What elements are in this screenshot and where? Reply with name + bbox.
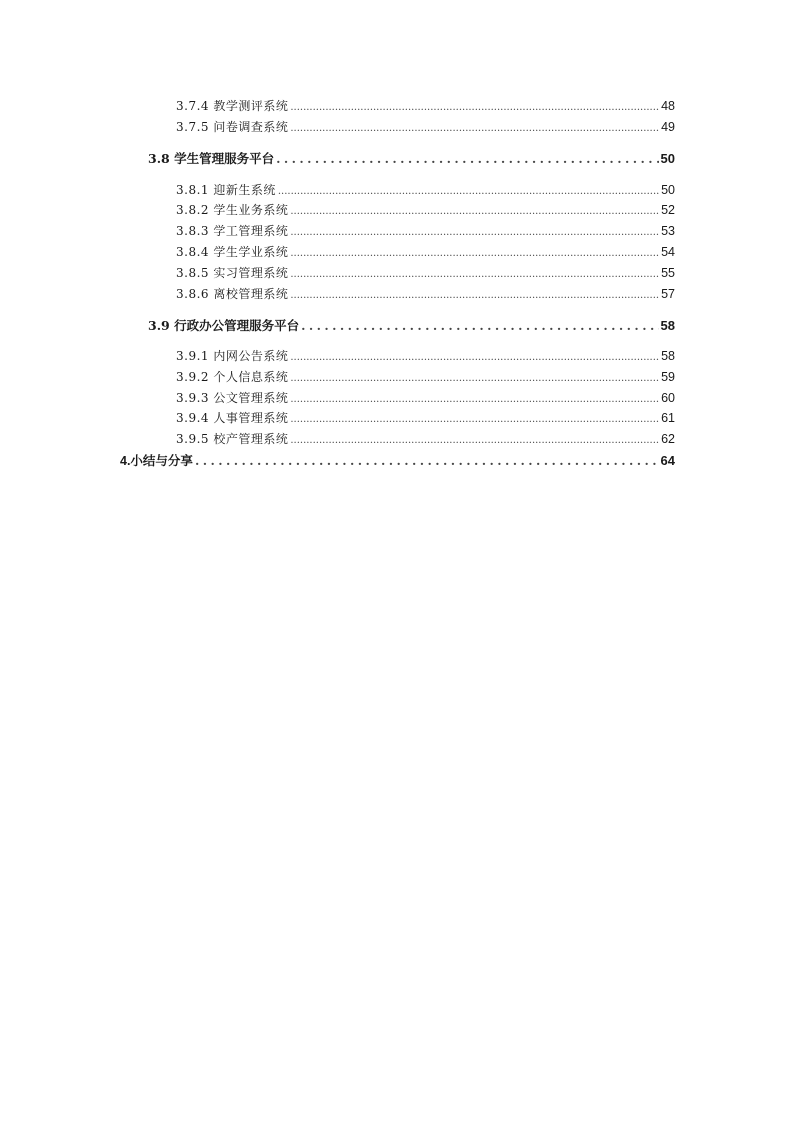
toc-entry-label: 3.8.2 学生业务系统	[176, 203, 289, 217]
toc-dot-leader	[290, 225, 659, 241]
toc-dot-leader	[290, 392, 659, 408]
toc-page-number: 58	[660, 318, 675, 333]
toc-page-number: 49	[661, 120, 675, 134]
toc-dot-leader	[290, 350, 659, 366]
toc-entry-3-8[interactable]	[148, 150, 675, 167]
toc-dot-leader	[301, 317, 658, 334]
toc-entry-3-8-4[interactable]	[176, 244, 675, 260]
toc-entry-label: 3.9.4 人事管理系统	[176, 411, 289, 425]
toc-entry-label: 3.8.5 实习管理系统	[176, 266, 289, 280]
toc-entry-label: 3.9 行政办公管理服务平台	[148, 318, 300, 333]
toc-entry-3-7-4[interactable]	[176, 98, 675, 114]
toc-page-number: 53	[661, 224, 675, 238]
toc-entry-3-9-5[interactable]	[176, 431, 675, 447]
toc-page-number: 55	[661, 266, 675, 280]
toc-entry-3-8-1[interactable]	[176, 182, 675, 198]
toc-page-number: 48	[661, 99, 675, 113]
toc-page-number: 50	[661, 183, 675, 197]
toc-entry-label: 3.9.1 内网公告系统	[176, 349, 289, 363]
toc-entry-label: 4.小结与分享	[120, 454, 193, 468]
toc-page-number: 50	[660, 151, 675, 166]
toc-dot-leader	[290, 267, 659, 283]
toc-page-number: 52	[661, 203, 675, 217]
toc-page-number: 54	[661, 245, 675, 259]
toc-entry-3-9-2[interactable]	[176, 369, 675, 385]
toc-entry-label: 3.9.3 公文管理系统	[176, 391, 289, 405]
toc-entry-3-8-5[interactable]	[176, 265, 675, 281]
toc-entry-label: 3.7.4 教学测评系统	[176, 99, 289, 113]
toc-dot-leader	[290, 433, 659, 449]
toc-entry-3-9-4[interactable]	[176, 410, 675, 426]
toc-entry-3-8-2[interactable]	[176, 202, 675, 218]
toc-page-number: 59	[661, 370, 675, 384]
toc-entry-4[interactable]	[120, 452, 675, 469]
toc-dot-leader	[278, 184, 659, 200]
toc-dot-leader	[290, 246, 659, 262]
toc-entry-label: 3.8.3 学工管理系统	[176, 224, 289, 238]
toc-entry-3-8-6[interactable]	[176, 286, 675, 302]
toc-dot-leader	[290, 288, 659, 304]
toc-dot-leader	[290, 100, 659, 116]
toc-dot-leader	[290, 204, 659, 220]
toc-dot-leader	[290, 121, 659, 137]
toc-page-number: 58	[661, 349, 675, 363]
toc-page-number: 62	[661, 432, 675, 446]
toc-entry-label: 3.9.2 个人信息系统	[176, 370, 289, 384]
toc-entry-3-9-1[interactable]	[176, 348, 675, 364]
toc-page-number: 57	[661, 287, 675, 301]
toc-dot-leader	[290, 412, 659, 428]
toc-page-number: 64	[660, 453, 675, 468]
toc-entry-label: 3.9.5 校产管理系统	[176, 432, 289, 446]
toc-dot-leader	[276, 150, 658, 167]
toc-entry-label: 3.7.5 问卷调查系统	[176, 120, 289, 134]
toc-entry-label: 3.8.6 离校管理系统	[176, 287, 289, 301]
toc-entry-label: 3.8.4 学生学业系统	[176, 245, 289, 259]
toc-page-number: 60	[661, 391, 675, 405]
toc-entry-3-9[interactable]	[148, 317, 675, 334]
toc-entry-label: 3.8.1 迎新生系统	[176, 183, 276, 197]
toc-dot-leader	[290, 371, 659, 387]
toc-entry-3-9-3[interactable]	[176, 390, 675, 406]
toc-page-number: 61	[661, 411, 675, 425]
toc-dot-leader	[195, 452, 659, 469]
toc-entry-3-8-3[interactable]	[176, 223, 675, 239]
toc-entry-3-7-5[interactable]	[176, 119, 675, 135]
toc-entry-label: 3.8 学生管理服务平台	[148, 151, 275, 166]
